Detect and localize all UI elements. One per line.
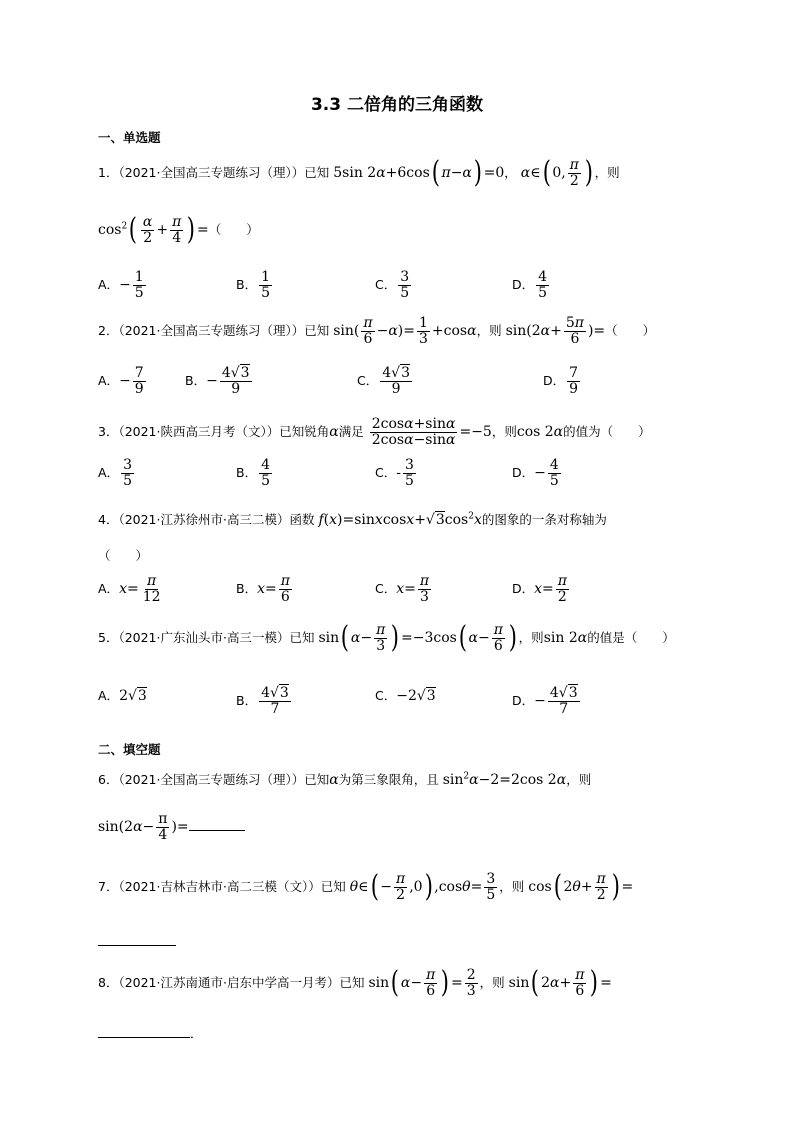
question-6: 6．（2021·全国高三专题练习（理））已知α为第三象限角，且 $\sin^2\alpha-2=2\cos$ 2α，则 bbox=[98, 771, 592, 788]
question-1: 1．（2021·全国高三专题练习（理））已知 5sin 2α+6cos( π−α) =0， α∈( 0, $\frac{\pi}{2}$ ) ，则 bbox=[98, 155, 620, 191]
q3-option-a[interactable]: A． $\frac{3}{5}$ bbox=[98, 457, 132, 489]
question-1-expr: $\cos^2$( $\frac{\alpha}{2}$ + $\frac{\pi}{4}$ ) =（ ） bbox=[98, 212, 259, 248]
section-heading-single-choice: 一、单选题 bbox=[98, 130, 161, 145]
question-6-expr: sin(2α− $\frac{\pi}{4}$ )= bbox=[98, 812, 245, 842]
answer-blank-7[interactable] bbox=[98, 934, 176, 950]
q2-option-c[interactable]: C． $\frac{4√3}{9}$ bbox=[357, 365, 410, 397]
answer-blank-8[interactable]: ． bbox=[98, 1024, 203, 1042]
q2-option-d[interactable]: D． $\frac{7}{9}$ bbox=[543, 365, 579, 397]
question-3: 3．（2021·陕西高三月考（文））已知锐角α满足 $\frac{2\cos\alpha+\sin\alpha}{2\cos\alpha-\sin\alpha}$ =−5，则cos 2α的值为（ ） bbox=[98, 416, 651, 448]
q2-option-b[interactable]: B．− $\frac{4√3}{9}$ bbox=[185, 365, 250, 397]
q4-option-d[interactable]: D．x= $\frac{\pi}{2}$ bbox=[512, 573, 567, 605]
q3-option-c[interactable]: C．- $\frac{3}{5}$ bbox=[375, 457, 414, 489]
q5-option-d[interactable]: D．− $\frac{4√3}{7}$ bbox=[512, 685, 578, 717]
q4-option-c[interactable]: C．x= $\frac{\pi}{3}$ bbox=[375, 573, 430, 605]
q2-option-a[interactable]: A．− $\frac{7}{9}$ bbox=[98, 365, 144, 397]
q5-option-c[interactable]: C．−2√3 bbox=[375, 688, 436, 704]
section-heading-fill-blank: 二、填空题 bbox=[98, 742, 161, 757]
q1-option-c[interactable]: C． $\frac{3}{5}$ bbox=[375, 269, 410, 301]
q1-option-b[interactable]: B． $\frac{1}{5}$ bbox=[236, 269, 270, 301]
question-8: 8．（2021·江苏南通市·启东中学高一月考）已知 sin( α− $\frac{\pi}{6}$ ) = $\frac{2}{3}$ ，则 sin( 2α+ $\frac{\pi}{6}$ ) = bbox=[98, 965, 612, 1001]
answer-blank-6[interactable] bbox=[189, 830, 245, 831]
q1-option-a[interactable]: A．− $\frac{1}{5}$ bbox=[98, 269, 144, 301]
q5-option-b[interactable]: B． $\frac{4√3}{7}$ bbox=[236, 685, 289, 717]
q4-option-a[interactable]: A．x= $\frac{\pi}{12}$ bbox=[98, 573, 161, 605]
question-2: 2．（2021·全国高三专题练习（理））已知 sin( $\frac{\pi}{6}$ −α)= $\frac{1}{3}$ +cosα，则 sin(2α+ $\frac{5\pi}{6}$ )=（ ） bbox=[98, 315, 656, 347]
question-4: 4．（2021·江苏徐州市·高三二模）函数 $f(x)=sinxcosx+√3\cos^2x$的图象的一条对称轴为 bbox=[98, 511, 607, 528]
q5-option-a[interactable]: A．2√3 bbox=[98, 688, 147, 704]
q3-option-d[interactable]: D．− $\frac{4}{5}$ bbox=[512, 457, 559, 489]
question-7: 7．（2021·吉林吉林市·高二三模（文））已知 θ∈( − $\frac{\pi}{2}$ ,0) ,cosθ= $\frac{3}{5}$ ，则 cos( 2θ+ $\frac{\pi}{2}$ ) = bbox=[98, 869, 634, 905]
q1-option-d[interactable]: D． $\frac{4}{5}$ bbox=[512, 269, 548, 301]
question-4-paren: （ ） bbox=[98, 548, 149, 563]
page-title: 3.3 二倍角的三角函数 bbox=[310, 95, 484, 115]
q4-option-b[interactable]: B．x= $\frac{\pi}{6}$ bbox=[236, 573, 290, 605]
q3-option-b[interactable]: B． $\frac{4}{5}$ bbox=[236, 457, 270, 489]
question-5: 5．（2021·广东汕头市·高三一模）已知 sin( α− $\frac{\pi}{3}$ ) =−3cos( α− $\frac{\pi}{6}$ ) ，则sin 2α的值是（ ） bbox=[98, 620, 675, 656]
